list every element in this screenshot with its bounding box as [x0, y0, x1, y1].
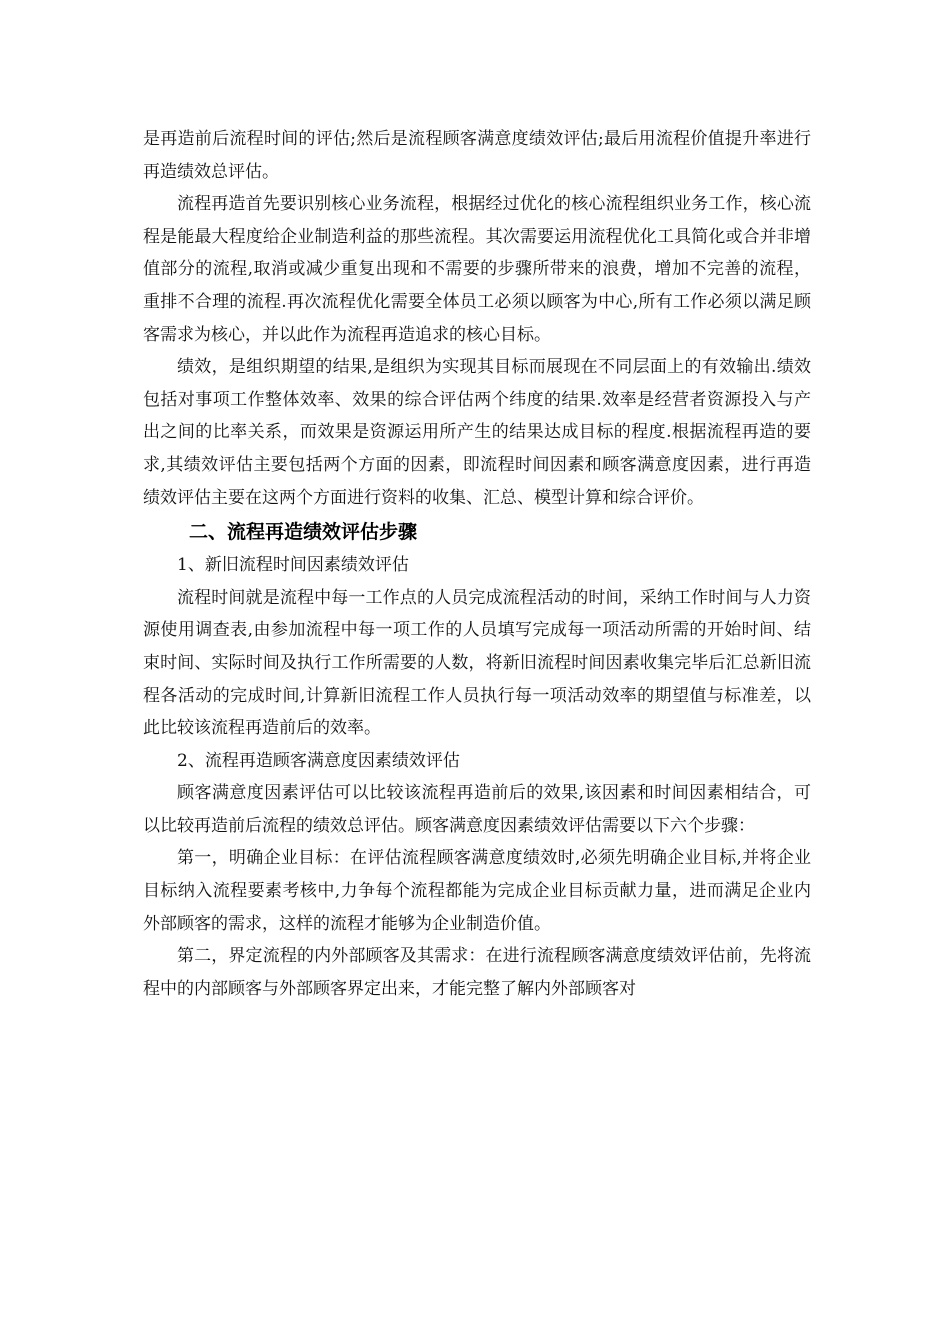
paragraph-satisfaction-steps-intro: 顾客满意度因素评估可以比较该流程再造前后的效果,该因素和时间因素相结合，可以比较再造前后流程的绩效总评估。顾客满意度因素绩效评估需要以下六个步骤：: [143, 783, 811, 836]
paragraph-step-one: 第一，明确企业目标：在评估流程顾客满意度绩效时,必须先明确企业目标,并将企业目标纳入流程要素考核中,力争每个流程都能为完成企业目标贡献力量，进而满足企业内外部顾客的需求，这样的流程才能够为企业制造价值。: [143, 848, 811, 934]
paragraph-continuation: 是再造前后流程时间的评估;然后是流程顾客满意度绩效评估;最后用流程价值提升率进行再造绩效总评估。: [143, 129, 811, 182]
paragraph-core-process: 流程再造首先要识别核心业务流程，根据经过优化的核心流程组织业务工作，核心流程是能最大程度给企业制造利益的那些流程。其次需要运用流程优化工具简化或合并非增值部分的流程,取消或减少重复出现和不需要的步骤所带来的浪费，增加不完善的流程，重排不合理的流程.再次流程优化需要全体员工必须以顾客为中心,所有工作必须以满足顾客需求为核心，并以此作为流程再造追求的核心目标。: [143, 194, 811, 345]
section-heading-evaluation-steps: 二、流程再造绩效评估步骤: [189, 521, 418, 544]
paragraph-step-two: 第二，界定流程的内外部顾客及其需求：在进行流程顾客满意度绩效评估前，先将流程中的内部顾客与外部顾客界定出来，才能完整了解内外部顾客对: [143, 946, 811, 999]
subheading-customer-satisfaction: 2、流程再造顾客满意度因素绩效评估: [177, 750, 460, 771]
paragraph-process-time: 流程时间就是流程中每一工作点的人员完成流程活动的时间，采纳工作时间与人力资源使用调查表,由参加流程中每一项工作的人员填写完成每一项活动所需的开始时间、结束时间、实际时间及执行工作所需要的人数，将新旧流程时间因素收集完毕后汇总新旧流程各活动的完成时间,计算新旧流程工作人员执行每一项活动效率的期望值与标准差，以此比较该流程再造前后的效率。: [143, 587, 811, 739]
document-body: [143, 123, 811, 1005]
subheading-time-factor: 1、新旧流程时间因素绩效评估: [177, 555, 409, 576]
paragraph-performance-definition: 绩效，是组织期望的结果,是组织为实现其目标而展现在不同层面上的有效输出.绩效包括对事项工作整体效率、效果的综合评估两个纬度的结果.效率是经营者资源投入与产出之间的比率关系，而效果是资源运用所产生的结果达成目标的程度.根据流程再造的要求,其绩效评估主要包括两个方面的因素，即流程时间因素和顾客满意度因素，进行再造绩效评估主要在这两个方面进行资料的收集、汇总、模型计算和综合评价。: [143, 357, 811, 508]
